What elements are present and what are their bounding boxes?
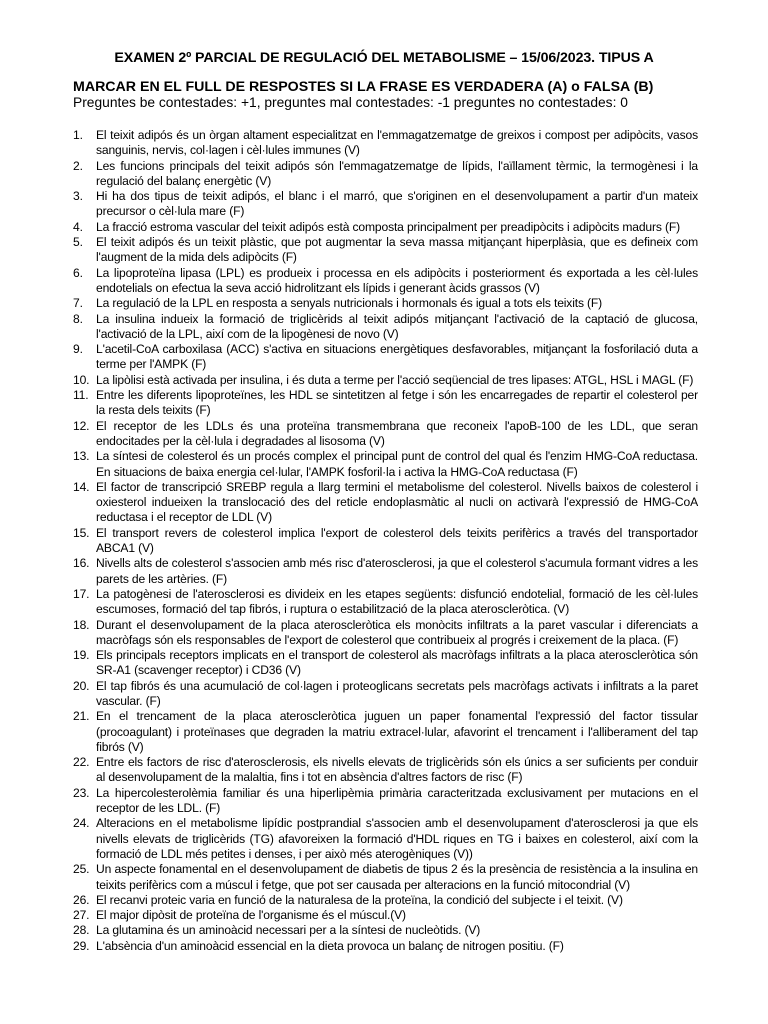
question-text: El teixit adipós és un òrgan altament especialitzat en l'emmagatzematge de greixos i compost per adipòcits, vasos sanguinis, nervis, col·lagen i cèl·lules immunes (V) [96,128,698,158]
question-number: 25. [73,862,90,877]
question-text: El receptor de les LDLs és una proteïna transmembrana que reconeix l'apoB-100 de les LDL, que seran endocitades per la cèl·lula i degradades al lisosoma (V) [96,418,698,448]
question-item [73,342,698,373]
question-number: 20. [73,678,90,693]
question-item [73,939,698,954]
question-text: Les funcions principals del teixit adipós són l'emmagatzematge de lípids, l'aïllament tèrmic, la termogènesi i la regulació del balanç energètic (V) [96,158,698,188]
question-text: El tap fibrós és una acumulació de col·lagen i proteoglicans secretats pels macròfags activats i infiltrats a la paret vascular. (F) [96,678,698,708]
question-text: El recanvi proteic varia en funció de la naturalesa de la proteïna, la condició del subjecte i el teixit. (V) [96,892,623,907]
instruction-heading: MARCAR EN EL FULL DE RESPOSTES SI LA FRASE ES VERDADERA (A) o FALSA (B) [73,79,654,95]
question-text: Entre els factors de risc d'aterosclerosis, els nivells elevats de triglicèrids són els únics a ser suficients per conduir al desenvolupament de la malaltia, fins i tot en absència d'altres factors de risc (F) [96,755,698,785]
question-text: La insulina indueix la formació de triglicèrids al teixit adipós mitjançant l'activació de la captació de glucosa, l'activació de la LPL, així com de la lipogènesi de novo (V) [96,311,698,341]
question-item [73,266,698,297]
question-item [73,893,698,908]
question-text: El major dipòsit de proteïna de l'organisme és el múscul.(V) [96,908,406,923]
question-text: Nivells alts de colesterol s'associen amb més risc d'aterosclerosi, ja que el colesterol s'acumula formant vidres a les parets de les artèries. (F) [96,556,698,586]
question-item [73,235,698,266]
question-item [73,755,698,786]
question-item [73,220,698,235]
question-item [73,862,698,893]
question-item [73,709,698,755]
question-text: Hi ha dos tipus de teixit adipós, el blanc i el marró, que s'originen en el desenvolupament a partir d'un mateix precursor o cèl·lula mare (F) [96,189,698,219]
question-number: 16. [73,556,90,571]
question-item [73,908,698,923]
question-number: 8. [73,311,83,326]
question-number: 7. [73,296,83,311]
question-number: 11. [73,388,89,403]
exam-title: EXAMEN 2º PARCIAL DE REGULACIÓ DEL METABOLISME – 15/06/2023. TIPUS A [114,50,654,66]
question-number: 1. [73,128,83,142]
question-item [73,587,698,618]
question-item [73,526,698,557]
question-number: 23. [73,785,90,800]
question-text: Un aspecte fonamental en el desenvolupament de diabetis de tipus 2 és la presència de resistència a la insulina en teixits perifèrics com a múscul i fetge, que pot ser causada per alteracions en la funció mitocondrial (V) [96,862,698,892]
question-item [73,189,698,220]
question-text: L'acetil-CoA carboxilasa (ACC) s'activa en situacions energètiques desfavorables, mitjançant la fosforilació duta a terme per l'AMPK (F) [96,342,698,372]
question-number: 3. [73,189,83,204]
question-item [73,419,698,450]
question-text: Els principals receptors implicats en el transport de colesterol als macròfags infiltrats a la placa ateroscleròtica són SR-A1 (scavenger receptor) i CD36 (V) [96,648,698,678]
question-text: La patogènesi de l'aterosclerosi es divideix en les etapes següents: disfunció endotelial, formació de les cèl·lules escumoses, formació del tap fibrós, i ruptura o estabilització de la placa ateroscleròtica. (V) [96,586,698,617]
question-text: La síntesi de colesterol és un procés complex el principal punt de control del qual és l'enzim HMG-CoA reductasa. En situacions de baixa energia cel·lular, l'AMPK fosforil·la i activa la HMG-CoA reductasa (F) [96,449,698,479]
question-text: Entre les diferents lipoproteïnes, les HDL se sintetitzen al fetge i són les encarregades de repartir el colesterol per la resta dels teixits (F) [96,388,698,418]
question-number: 12. [73,418,90,433]
question-text: La lipoproteïna lipasa (LPL) es produeix i processa en els adipòcits i posteriorment és exportada a les cèl·lules endotelials on efectua la seva acció hidrolitzant els lípids i generant àcids grassos (V) [96,265,698,295]
question-number: 29. [73,938,90,953]
question-item [73,449,698,480]
question-text: En el trencament de la placa ateroscleròtica juguen un paper fonamental l'expressió del factor tissular (procoagulant) i proteïnases que degraden la matriu extracel·lular, afavorint el trencament i l'alliberament del tap fibrós (V) [96,709,698,754]
question-item [73,923,698,938]
question-number: 21. [73,709,90,724]
question-text: Alteracions en el metabolisme lipídic postprandial s'associen amb el desenvolupament d'aterosclerosi ja que els nivells elevats de triglicèrids (TG) afavoreixen la formació d'HDL riques en TG i baixes en colesterol, així com la formació de LDL més petites i denses, i per això més aterogèniques (V)) [96,816,698,861]
question-text: El factor de transcripció SREBP regula a llarg termini el metabolisme del colesterol. Nivells baixos de colesterol i oxiesterol indueixen la translocació des del reticle endoplasmàtic al nucli on activarà l'expressió de HMG-CoA reductasa i el receptor de LDL (V) [96,479,698,525]
question-number: 26. [73,892,90,907]
question-text: La fracció estroma vascular del teixit adipós està composta principalment per preadipòcits i adipòcits madurs (F) [96,219,680,234]
question-text: La lipòlisi està activada per insulina, i és duta a terme per l'acció seqüencial de tres lipases: ATGL, HSL i MAGL (F) [96,372,694,387]
question-item [73,296,698,311]
question-number: 2. [73,158,83,173]
question-list [73,128,698,954]
question-number: 5. [73,235,83,250]
question-number: 14. [73,479,90,494]
question-item [73,679,698,710]
question-number: 17. [73,586,90,601]
question-item [73,373,698,388]
question-item [73,648,698,679]
question-number: 15. [73,525,90,540]
question-text: Durant el desenvolupament de la placa ateroscleròtica els monòcits infiltrats a la paret vascular i diferenciats a macròfags són els responsables de l'export de colesterol que contribueix al progrés i creixement de la placa. (F) [96,617,698,647]
question-number: 13. [73,449,90,464]
question-number: 4. [73,219,83,234]
question-item [73,312,698,343]
question-number: 6. [73,265,83,280]
question-text: La hipercolesterolèmia familiar és una hiperlipèmia primària caracteritzada exclusivament per mutacions en el receptor de les LDL. (F) [96,785,698,816]
question-number: 27. [73,908,90,923]
question-number: 9. [73,342,83,357]
question-number: 19. [73,648,90,663]
question-number: 22. [73,755,90,770]
question-text: L'absència d'un aminoàcid essencial en la dieta provoca un balanç de nitrogen positiu. (F) [96,938,564,953]
question-item [73,159,698,190]
question-item [73,786,698,817]
question-number: 24. [73,816,90,831]
question-item [73,128,698,159]
question-item [73,556,698,587]
question-text: La regulació de la LPL en resposta a senyals nutricionals i hormonals és igual a tots els teixits (F) [96,296,603,311]
question-number: 18. [73,617,90,632]
question-item [73,618,698,649]
question-text: La glutamina és un aminoàcid necessari per a la síntesi de nucleòtids. (V) [96,923,481,938]
question-item [73,816,698,862]
question-item [73,388,698,419]
question-text: El teixit adipós és un teixit plàstic, que pot augmentar la seva massa mitjançant hiperplàsia, que es defineix com l'augment de la mida dels adipòcits (F) [96,235,698,265]
question-number: 28. [73,923,90,938]
question-number: 10. [73,372,90,387]
question-item [73,480,698,526]
scoring-rules: Preguntes be contestades: +1, preguntes mal contestades: -1 preguntes no contestades: 0 [73,95,628,110]
question-text: El transport revers de colesterol implica l'export de colesterol dels teixits perifèrics a través del transportador ABCA1 (V) [96,525,698,556]
